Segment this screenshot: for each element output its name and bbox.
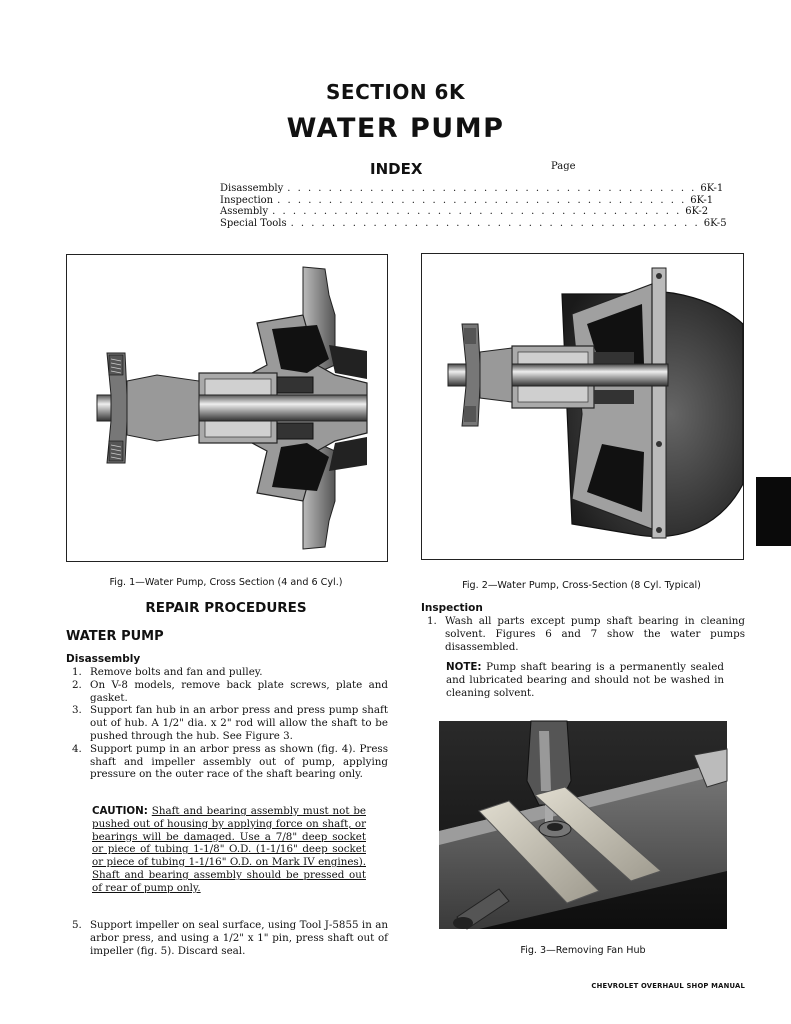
index-entry — [220, 194, 714, 207]
index-entry-name: Disassembly — [220, 183, 284, 194]
caution-text: Shaft and bearing assembly must not be pushed out of housing by applying force on shaft, or bearings will be damaged. Use a 7/8" deep socket or piece of tubing 1-1/8" O.D. (1-1/16" deep socket or piece of tubing 1-1/16" O.D. on Mark IV engines). Shaft and bearing assembly should be pressed out of rear of pump only. — [92, 805, 366, 894]
leader-dots: . . . . . . . . . . . . . . . . . . . . . . . . . . . . . . . . . . . . . . . . — [272, 206, 682, 218]
caution-label: CAUTION: — [92, 805, 148, 817]
index-entry-name: Assembly — [220, 206, 269, 218]
list-item — [66, 919, 388, 957]
index-entry-name: Inspection — [220, 194, 274, 206]
section-label: SECTION 6K — [326, 80, 465, 104]
figure-1-caption: Fig. 1—Water Pump, Cross Section (4 and 6 Cyl.) — [109, 577, 343, 588]
index-list — [220, 183, 727, 229]
index-page-column-label: Page — [551, 161, 576, 172]
list-item — [66, 666, 388, 679]
figure-3-caption: Fig. 3—Removing Fan Hub — [520, 945, 646, 956]
step-number: 5. — [72, 919, 82, 931]
water-pump-subheading: WATER PUMP — [66, 629, 164, 644]
step-number: 1. — [427, 615, 437, 627]
step-text: Support pump in an arbor press as shown (fig. 4). Press shaft and impeller assembly out of pump, applying pressure on the outer race of the shaft bearing only. — [90, 742, 388, 781]
step-number: 1. — [72, 666, 82, 678]
step-text: Remove bolts and fan and pulley. — [90, 666, 263, 678]
figure-3-removing-fan-hub-photo — [439, 721, 727, 929]
repair-procedures-heading: REPAIR PROCEDURES — [145, 600, 307, 616]
list-item — [66, 679, 388, 705]
list-item — [66, 704, 388, 742]
figure-1-water-pump-cross-section — [66, 254, 388, 562]
footer-manual-title: CHEVROLET OVERHAUL SHOP MANUAL — [591, 982, 745, 990]
figure-2-water-pump-cross-section — [421, 253, 744, 560]
index-entry-page: 6K-5 — [703, 217, 727, 229]
index-entry-page: 6K-2 — [685, 206, 709, 218]
list-item — [66, 743, 388, 781]
step-number: 4. — [72, 742, 82, 755]
arbor-press-photo — [439, 721, 727, 929]
step-text: Support impeller on seal surface, using Tool J-5855 in an arbor press, and using a 1/2" x 1" pin, press shaft out of impeller (fig. 5). Discard seal. — [90, 919, 388, 957]
note-block — [446, 661, 724, 699]
step-number: 3. — [72, 704, 82, 717]
index-entry-page: 6K-1 — [700, 183, 724, 194]
index-entry-name: Special Tools — [220, 217, 287, 229]
index-entry — [220, 206, 709, 218]
inspection-steps — [421, 615, 745, 653]
leader-dots: . . . . . . . . . . . . . . . . . . . . . . . . . . . . . . . . . . . . . . . . — [287, 183, 697, 194]
step-number: 2. — [72, 678, 82, 691]
index-entry-page: 6K-1 — [690, 194, 714, 206]
index-title: INDEX — [370, 160, 423, 178]
index-entry — [220, 183, 724, 195]
step-text: Wash all parts except pump shaft bearing in cleaning solvent. Figures 6 and 7 show the water pumps disassembled. — [445, 615, 745, 653]
water-pump-cross-section-drawing — [67, 255, 387, 561]
step-text: On V-8 models, remove back plate screws, plate and gasket. — [90, 678, 388, 704]
disassembly-heading: Disassembly — [66, 653, 141, 665]
caution-note — [92, 805, 366, 895]
note-label: NOTE: — [446, 661, 482, 673]
list-item — [421, 615, 745, 653]
disassembly-steps — [66, 666, 388, 781]
figure-2-caption: Fig. 2—Water Pump, Cross-Section (8 Cyl. Typical) — [462, 580, 701, 591]
step-text: Support fan hub in an arbor press and press pump shaft out of hub. A 1/2" dia. x 2" rod will allow the shaft to be pushed through the hub. See Figure 3. — [90, 704, 388, 742]
note-text: Pump shaft bearing is a permanently sealed and lubricated bearing and should not be washed in cleaning solvent. — [446, 661, 724, 699]
water-pump-v8-cross-section-drawing — [422, 254, 743, 559]
leader-dots: . . . . . . . . . . . . . . . . . . . . . . . . . . . . . . . . . . . . . . . . — [277, 194, 687, 206]
page-title: WATER PUMP — [286, 113, 505, 144]
inspection-heading: Inspection — [421, 602, 483, 614]
section-thumb-tab — [756, 477, 791, 546]
leader-dots: . . . . . . . . . . . . . . . . . . . . . . . . . . . . . . . . . . . . . . . . — [290, 217, 700, 229]
index-entry — [220, 217, 727, 230]
disassembly-step-5 — [66, 919, 388, 957]
